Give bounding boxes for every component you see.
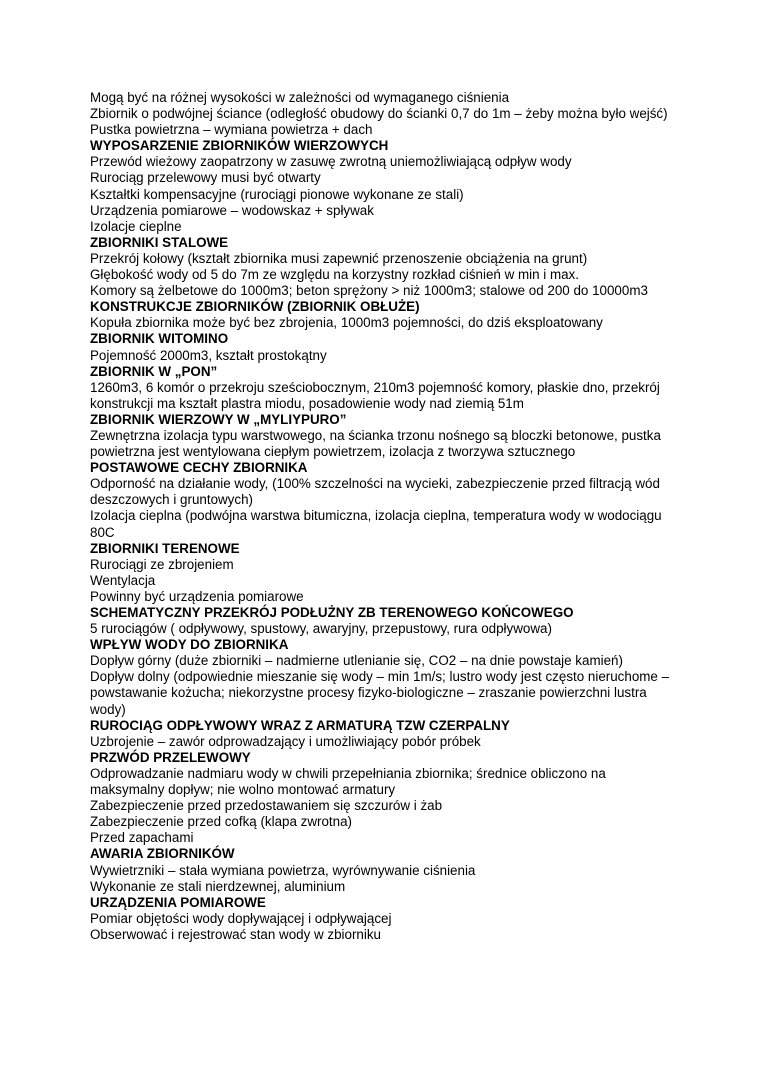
section-heading: ZBIORNIK W „PON” (90, 363, 218, 379)
text-line: Rurociąg przelewowy musi być otwarty (90, 170, 321, 186)
text-line: Rurociągi ze zbrojeniem (90, 556, 234, 572)
section-heading: AWARIA ZBIORNIKÓW (90, 846, 235, 862)
text-line: 1260m3, 6 komór o przekroju sześciobocznym, 210m3 pojemność komory, płaskie dno, przekrój konstrukcji ma kształt plastra miodu, posadowienie wody nad ziemią 51m (90, 379, 660, 411)
text-line: Komory są żelbetowe do 1000m3; beton sprężony > niż 1000m3; stalowe od 200 do 10000m3 (90, 283, 648, 299)
document-page (90, 90, 675, 943)
section-heading: ZBIORNIKI TERENOWE (90, 540, 240, 556)
text-line: Kopuła zbiornika może być bez zbrojenia, 1000m3 pojemności, do dziś eksploatowany (90, 315, 603, 331)
section-heading: PRZWÓD PRZELEWOWY (90, 749, 251, 765)
section-heading: ZBIORNIK WITOMINO (90, 331, 229, 347)
text-line: Zbiornik o podwójnej ściance (odległość obudowy do ścianki 0,7 do 1m – żeby można było wejść) (90, 106, 668, 122)
text-line: Pustka powietrzna – wymiana powietrza + dach (90, 122, 373, 138)
section-heading: SCHEMATYCZNY PRZEKRÓJ PODŁUŻNY ZB TERENOWEGO KOŃCOWEGO (90, 605, 574, 620)
text-line: Uzbrojenie – zawór odprowadzający i umożliwiający pobór próbek (90, 733, 481, 749)
text-line: Dopływ górny (duże zbiorniki – nadmierne utlenianie się, CO2 – na dnie powstaje kamień) (90, 653, 623, 669)
text-line: Zabezpieczenie przed przedostawaniem się szczurów i żab (90, 798, 443, 814)
text-line: Mogą być na różnej wysokości w zależności od wymaganego ciśnienia (90, 90, 510, 105)
section-heading: WYPOSARZENIE ZBIORNIKÓW WIERZOWYCH (90, 138, 389, 154)
text-line: Zabezpieczenie przed cofką (klapa zwrotna) (90, 814, 352, 830)
section-heading: URZĄDZENIA POMIAROWE (90, 894, 266, 910)
text-line: Izolacja cieplna (podwójna warstwa bitumiczna, izolacja cieplna, temperatura wody w wodociągu 80C (90, 508, 662, 540)
section-heading: KONSTRUKCJE ZBIORNIKÓW (ZBIORNIK OBŁUŻE) (90, 299, 420, 315)
text-line: Kształtki kompensacyjne (rurociągi pionowe wykonane ze stali) (90, 186, 464, 202)
text-line: Urządzenia pomiarowe – wodowskaz + spływak (90, 202, 374, 218)
section-heading: RUROCIĄG ODPŁYWOWY WRAZ Z ARMATURĄ TZW CZERPALNY (90, 717, 510, 733)
text-line: Wykonanie ze stali nierdzewnej, aluminium (90, 878, 346, 894)
text-line: Wentylacja (90, 572, 156, 588)
section-heading: POSTAWOWE CECHY ZBIORNIKA (90, 460, 308, 476)
text-line: Przekrój kołowy (kształt zbiornika musi zapewnić przenoszenie obciążenia na grunt) (90, 250, 588, 266)
text-line: Dopływ dolny (odpowiednie mieszanie się wody – min 1m/s; lustro wody jest często nieruchome – powstawanie kożucha; niekorzystne procesy fizyko-biologiczne – zraszanie powierzchni lustra wody) (90, 669, 670, 717)
text-line: 5 rurociągów ( odpływowy, spustowy, awaryjny, przepustowy, rura odpływowa) (90, 621, 552, 637)
text-line: Pomiar objętości wody dopływającej i odpływającej (90, 910, 392, 926)
text-line: Zewnętrzna izolacja typu warstwowego, na ścianka trzonu nośnego są bloczki betonowe, pustka powietrzna jest wentylowana ciepłym powietrzem, izolacja z tworzywa sztucznego (90, 427, 661, 460)
text-line: Odporność na działanie wody, (100% szczelności na wycieki, zabezpieczenie przed filtracją wód deszczowych i gruntowych) (90, 476, 660, 508)
text-line: Powinny być urządzenia pomiarowe (90, 588, 304, 604)
text-line: Izolacje cieplne (90, 218, 182, 234)
text-line: Przewód wieżowy zaopatrzony w zasuwę zwrotną uniemożliwiającą odpływ wody (90, 154, 572, 170)
text-line: Odprowadzanie nadmiaru wody w chwili przepełniania zbiornika; średnice obliczono na maksymalny dopływ; nie wolno montować armatury (90, 765, 606, 798)
text-line: Głębokość wody od 5 do 7m ze względu na korzystny rozkład ciśnień w min i max. (90, 267, 579, 283)
text-line: Wywietrzniki – stała wymiana powietrza, wyrównywanie ciśnienia (90, 862, 476, 878)
text-line: Pojemność 2000m3, kształt prostokątny (90, 347, 327, 363)
text-line: Obserwować i rejestrować stan wody w zbiorniku (90, 926, 381, 942)
text-line: Przed zapachami (90, 830, 194, 846)
section-heading: ZBIORNIKI STALOWE (90, 234, 229, 250)
section-heading: WPŁYW WODY DO ZBIORNIKA (90, 637, 289, 653)
section-heading: ZBIORNIK WIERZOWY W „MYLIYPURO” (90, 411, 347, 427)
